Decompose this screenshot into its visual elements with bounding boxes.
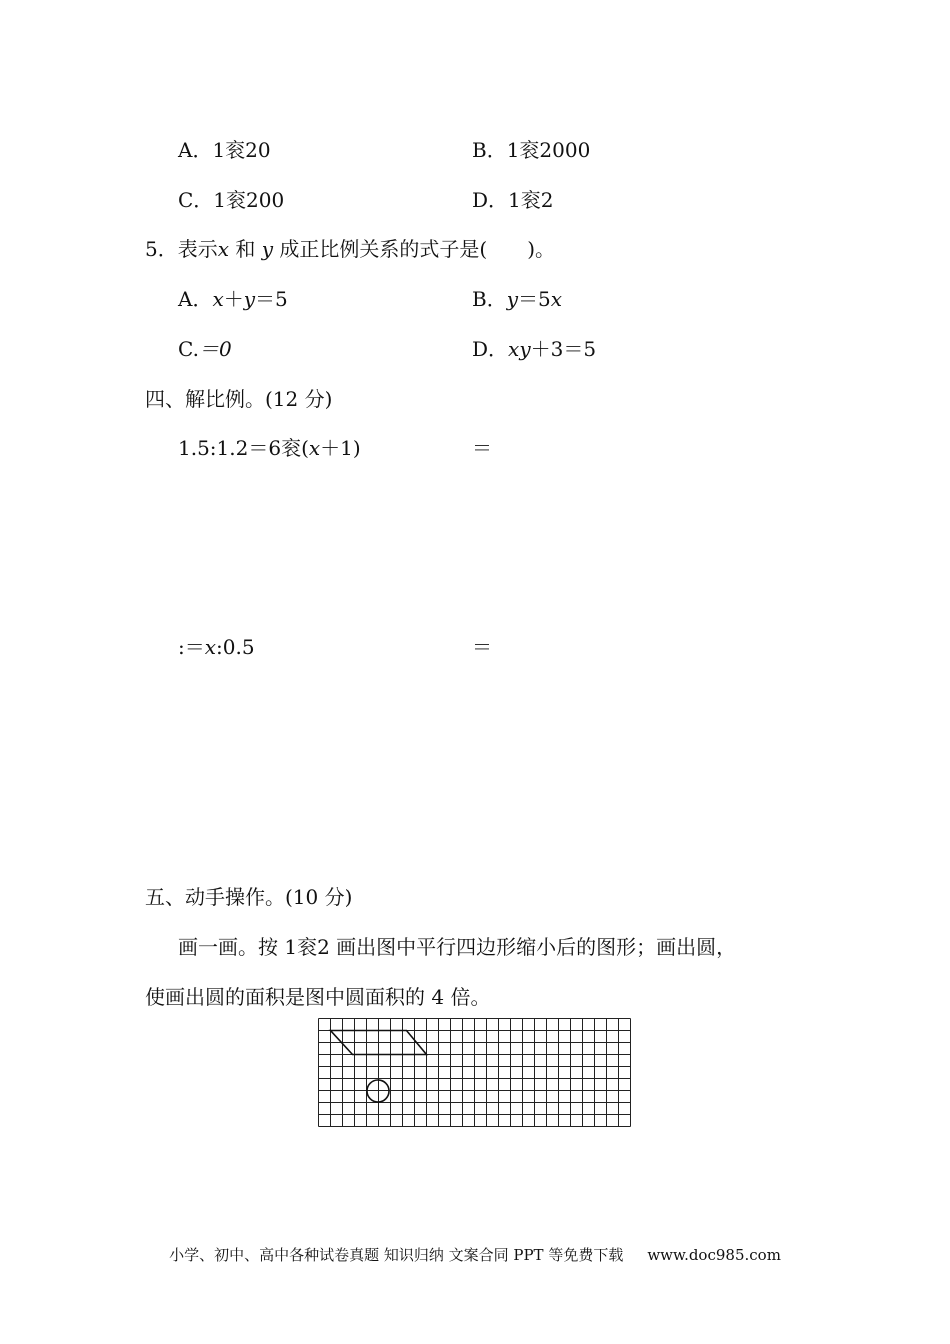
section5-title: 五、动手操作。(10 分) bbox=[145, 885, 353, 909]
section4-eq1 bbox=[178, 436, 361, 460]
q5-a-rest: ＝5 bbox=[255, 287, 288, 311]
eq2-x: x bbox=[204, 635, 217, 659]
footer-text: 小学、初中、高中各种试卷真题 知识归纳 文案合同 PPT 等免费下载 bbox=[169, 1246, 624, 1264]
q5-c-label: C. bbox=[178, 337, 199, 361]
eq1-left: 1.5:1.2＝6衮( bbox=[178, 436, 309, 460]
q5-a-label: A． bbox=[178, 287, 213, 311]
q5-option-b bbox=[472, 287, 562, 311]
drawing-grid bbox=[318, 1018, 632, 1128]
q5-option-a bbox=[178, 287, 288, 311]
section5-line1: 画一画。按 1衮2 画出图中平行四边形缩小后的图形；画出圆， bbox=[178, 935, 737, 959]
page-footer bbox=[0, 1245, 950, 1265]
q5-b-x: x bbox=[550, 287, 563, 311]
q4-option-b: B．1衮2000 bbox=[472, 138, 591, 162]
q5-num: 5．表示 bbox=[145, 237, 218, 261]
q5-a-y: y bbox=[243, 287, 256, 311]
q5-b-label: B． bbox=[472, 287, 507, 311]
q5-a-plus: ＋ bbox=[223, 287, 244, 311]
q5-option-d bbox=[472, 337, 596, 361]
eq2-left: :＝ bbox=[178, 635, 205, 659]
q5-c-rest: ＝0 bbox=[198, 337, 232, 361]
section4-title: 四、解比例。(12 分) bbox=[145, 387, 333, 411]
section4-eq1-equals: ＝ bbox=[472, 436, 492, 460]
q4-option-a: A．1衮20 bbox=[178, 138, 271, 162]
section4-eq2 bbox=[178, 635, 255, 659]
q5-b-y: y bbox=[506, 287, 519, 311]
q5-var-x: x bbox=[217, 237, 230, 261]
q5-option-c bbox=[178, 337, 232, 361]
q5-b-eq: ＝5 bbox=[518, 287, 551, 311]
grid-lines bbox=[319, 1019, 631, 1127]
eq1-x: x bbox=[308, 436, 321, 460]
eq2-right: :0.5 bbox=[216, 635, 255, 659]
q5-a-x: x bbox=[212, 287, 224, 311]
q5-d-xy: xy bbox=[508, 337, 531, 361]
q5-and: 和 bbox=[229, 237, 262, 261]
footer-url: www.doc985.com bbox=[647, 1246, 781, 1264]
eq1-right: ＋1) bbox=[320, 436, 361, 460]
q5-var-y: y bbox=[261, 237, 274, 261]
q4-option-c: C．1衮200 bbox=[178, 188, 285, 212]
q5-tail: 成正比例关系的式子是( )。 bbox=[273, 237, 556, 261]
q5-d-rest: ＋3＝5 bbox=[530, 337, 597, 361]
q4-option-d: D．1衮2 bbox=[472, 188, 554, 212]
q5-d-label: D． bbox=[472, 337, 509, 361]
q5-stem bbox=[145, 237, 555, 261]
section4-eq2-equals: ＝ bbox=[472, 635, 492, 659]
section5-line2: 使画出圆的面积是图中圆面积的 4 倍。 bbox=[145, 985, 491, 1009]
